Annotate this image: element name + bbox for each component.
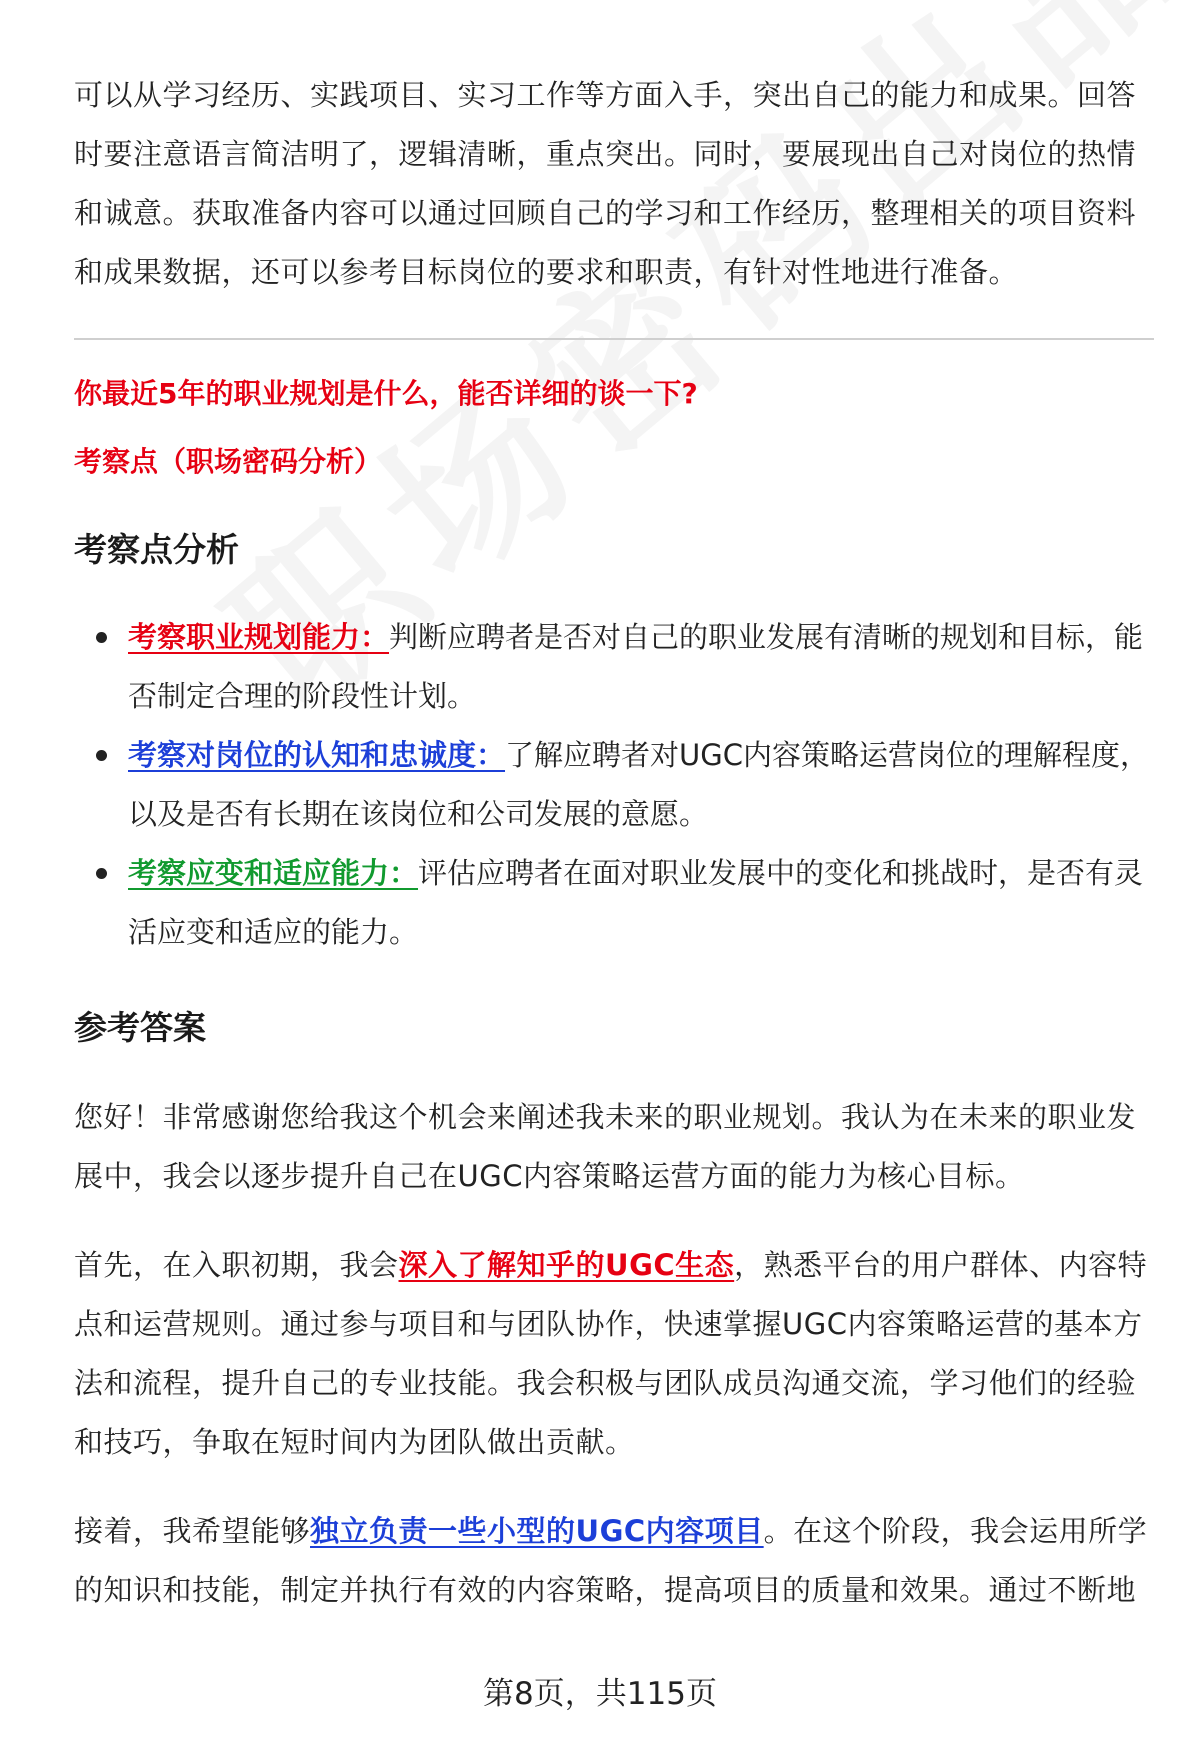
answer-p2-rest: ，熟悉平台的用户群体、内容特点和运营规则。通过参与项目和与团队协作，快速掌握UGC内容策略运营的基本方法和流程，提升自己的专业技能。我会积极与团队成员沟通交流，学习他们的经验和技巧，争取在短时间内为团队做出贡献。 xyxy=(74,1248,1148,1459)
point-label: 考察应变和适应能力： xyxy=(128,856,419,890)
answer-p3-rest: 。在这个阶段，我会运用所学的知识和技能，制定并执行有效的内容策略，提高项目的质量和效果。通过不断地 xyxy=(74,1514,1148,1607)
analysis-point xyxy=(74,844,1154,962)
point-text: 了解应聘者对UGC内容策略运营岗位的理解程度，以及是否有长期在该岗位和公司发展的意愿。 xyxy=(128,738,1149,831)
bullet-icon xyxy=(96,750,107,761)
answer-paragraph-1: 您好！非常感谢您给我这个机会来阐述我未来的职业规划。我认为在未来的职业发展中，我会以逐步提升自己在UGC内容策略运营方面的能力为核心目标。 xyxy=(74,1100,1137,1193)
paragraph-gap xyxy=(74,1472,1154,1502)
question-title: 你最近5年的职业规划是什么，能否详细的谈一下? xyxy=(74,377,698,410)
answer-p2-highlight: 深入了解知乎的UGC生态 xyxy=(398,1248,735,1282)
page-content xyxy=(74,66,1154,1620)
paragraph-gap xyxy=(74,1206,1154,1236)
answer-p2-lead: 首先，在入职初期，我会 xyxy=(74,1248,399,1282)
bullet-icon xyxy=(96,632,107,643)
point-label: 考察对岗位的认知和忠诚度： xyxy=(128,738,506,772)
analysis-heading: 考察点分析 xyxy=(74,530,239,569)
point-label: 考察职业规划能力： xyxy=(128,620,390,654)
answer-p3-lead: 接着，我希望能够 xyxy=(74,1514,311,1548)
answer-heading: 参考答案 xyxy=(74,1008,206,1047)
intro-paragraph: 可以从学习经历、实践项目、实习工作等方面入手，突出自己的能力和成果。回答时要注意语言简洁明了，逻辑清晰，重点突出。同时，要展现出自己对岗位的热情和诚意。获取准备内容可以通过回顾自己的学习和工作经历，整理相关的项目资料和成果数据，还可以参考目标岗位的要求和职责，有针对性地进行准备。 xyxy=(74,78,1137,289)
answer-paragraph-2 xyxy=(74,1236,1154,1472)
answer-p3-highlight: 独立负责一些小型的UGC内容项目 xyxy=(310,1514,764,1548)
analysis-point xyxy=(74,726,1154,844)
section-divider xyxy=(74,338,1154,340)
analysis-point xyxy=(74,608,1154,726)
point-text: 判断应聘者是否对自己的职业发展有清晰的规划和目标，能否制定合理的阶段性计划。 xyxy=(128,620,1144,713)
analysis-points-list xyxy=(74,608,1154,962)
question-subtitle: 考察点（职场密码分析） xyxy=(74,445,383,478)
point-text: 评估应聘者在面对职业发展中的变化和挑战时，是否有灵活应变和适应的能力。 xyxy=(128,856,1144,949)
bullet-icon xyxy=(96,868,107,879)
answer-paragraph-3 xyxy=(74,1502,1154,1620)
page-number-footer: 第8页，共115页 xyxy=(483,1676,717,1712)
